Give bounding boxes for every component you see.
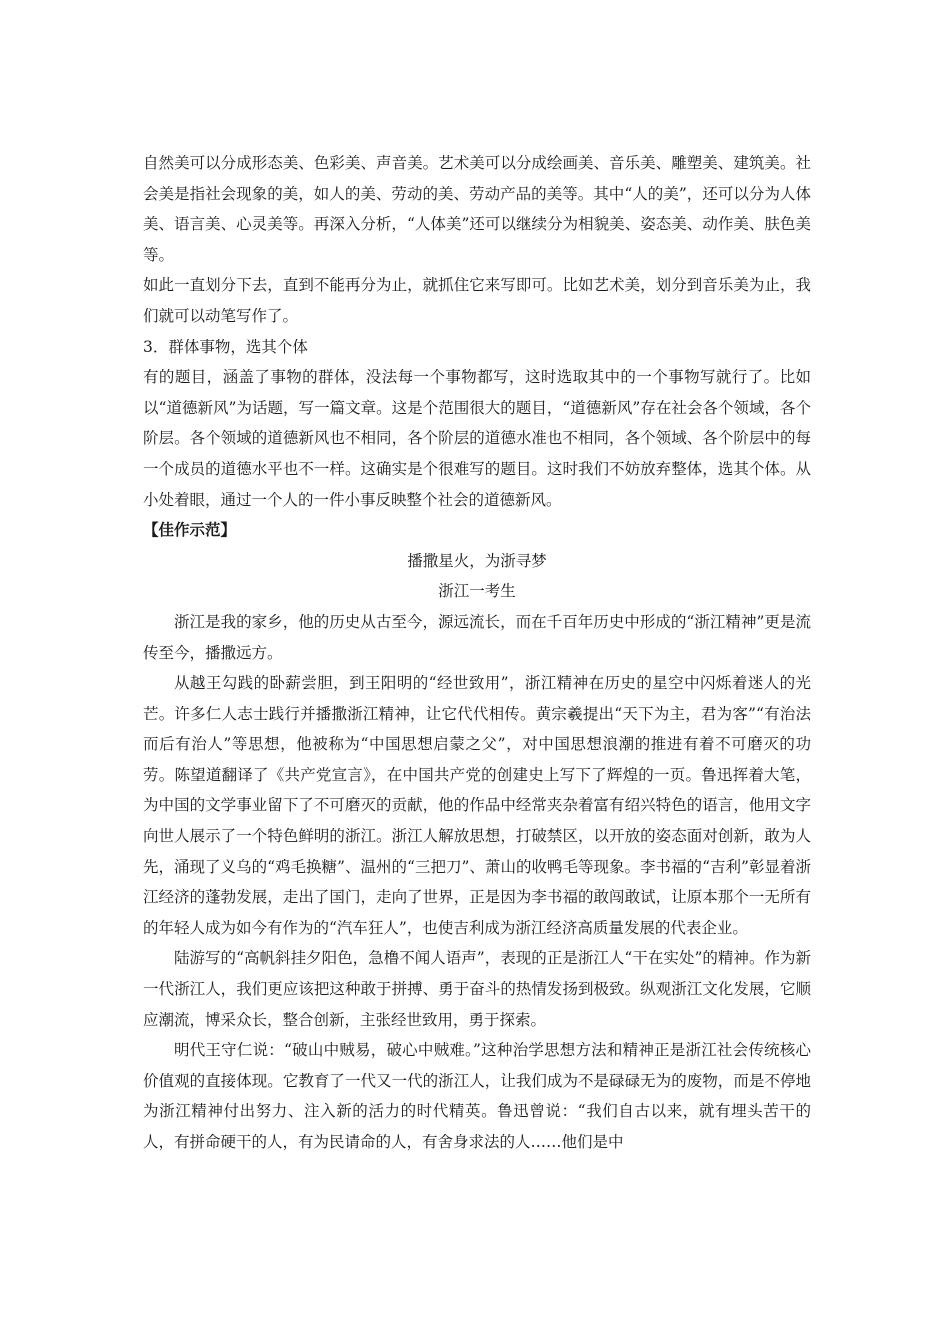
document-page bbox=[143, 148, 811, 1158]
essay-author: 浙江一考生 bbox=[438, 582, 516, 601]
intro-paragraph-1: 自然美可以分成形态美、色彩美、声音美。艺术美可以分成绘画美、音乐美、雕塑美、建筑美。社会美是指社会现象的美，如人的美、劳动的美、劳动产品的美等。其中“人的美”，还可以分为人体美、语言美、心灵美等。再深入分析，“人体美”还可以继续分为相貌美、姿态美、动作美、肤色美等。 bbox=[143, 154, 811, 264]
section-3-body: 有的题目，涵盖了事物的群体，没法每一个事物都写，这时选取其中的一个事物写就行了。比如以“道德新风”为话题，写一篇文章。这是个范围很大的题目，“道德新风”存在社会各个领域，各个阶层。各个领域的道德新风也不相同，各个阶层的道德水准也不相同，各个领域、各个阶层中的每一个成员的道德水平也不一样。这确实是个很难写的题目。这时我们不妨放弃整体，选其个体。从小处着眼，通过一个人的一件小事反映整个社会的道德新风。 bbox=[143, 368, 811, 509]
essay-paragraph-4: 明代王守仁说：“破山中贼易，破心中贼难。”这种治学思想方法和精神正是浙江社会传统核心价值观的直接体现。它教育了一代又一代的浙江人，让我们成为不是碌碌无为的废物，而是不停地为浙江精神付出努力、注入新的活力的时代精英。鲁迅曾说：“我们自古以来，就有埋头苦干的人，有拼命硬干的人，有为民请命的人，有舍身求法的人……他们是中 bbox=[143, 1041, 811, 1151]
essay-paragraph-3: 陆游写的“高帆斜挂夕阳色，急橹不闻人语声”，表现的正是浙江人“干在实处”的精神。作为新一代浙江人，我们更应该把这种敢于拼搏、勇于奋斗的热情发扬到极致。纵观浙江文化发展，它顺应潮流，博采众长，整合创新，主张经世致用，勇于探索。 bbox=[143, 949, 811, 1029]
section-3-heading: 3．群体事物，选其个体 bbox=[143, 337, 308, 356]
essay-paragraph-2: 从越王勾践的卧薪尝胆，到王阳明的“经世致用”，浙江精神在历史的星空中闪烁着迷人的光芒。许多仁人志士践行并播撒浙江精神，让它代代相传。黄宗羲提出“天下为主，君为客”“有治法而后有治人”等思想，他被称为“中国思想启蒙之父”，对中国思想浪潮的推进有着不可磨灭的功劳。陈望道翻译了《共产党宣言》，在中国共产党的创建史上写下了辉煌的一页。鲁迅挥着大笔，为中国的文学事业留下了不可磨灭的贡献，他的作品中经常夹杂着富有绍兴特色的语言，他用文字向世人展示了一个特色鲜明的浙江。浙江人解放思想，打破禁区，以开放的姿态面对创新，敢为人先，涌现了义乌的“鸡毛换糖”、温州的“三把刀”、萧山的收鸭毛等现象。李书福的“吉利”彰显着浙江经济的蓬勃发展，走出了国门，走向了世界，正是因为李书福的敢闯敢试，让原本那个一无所有的年轻人成为如今有作为的“汽车狂人”，也使吉利成为浙江经济高质量发展的代表企业。 bbox=[143, 674, 811, 937]
essay-paragraph-1: 浙江是我的家乡，他的历史从古至今，源远流长，而在千百年历史中形成的“浙江精神”更是流传至今，播撒远方。 bbox=[143, 612, 811, 662]
intro-paragraph-2: 如此一直划分下去，直到不能再分为止，就抓住它来写即可。比如艺术美，划分到音乐美为止，我们就可以动笔写作了。 bbox=[143, 276, 811, 325]
example-label: 【佳作示范】 bbox=[143, 520, 237, 540]
essay-title: 播撒星火，为浙寻梦 bbox=[407, 551, 547, 570]
